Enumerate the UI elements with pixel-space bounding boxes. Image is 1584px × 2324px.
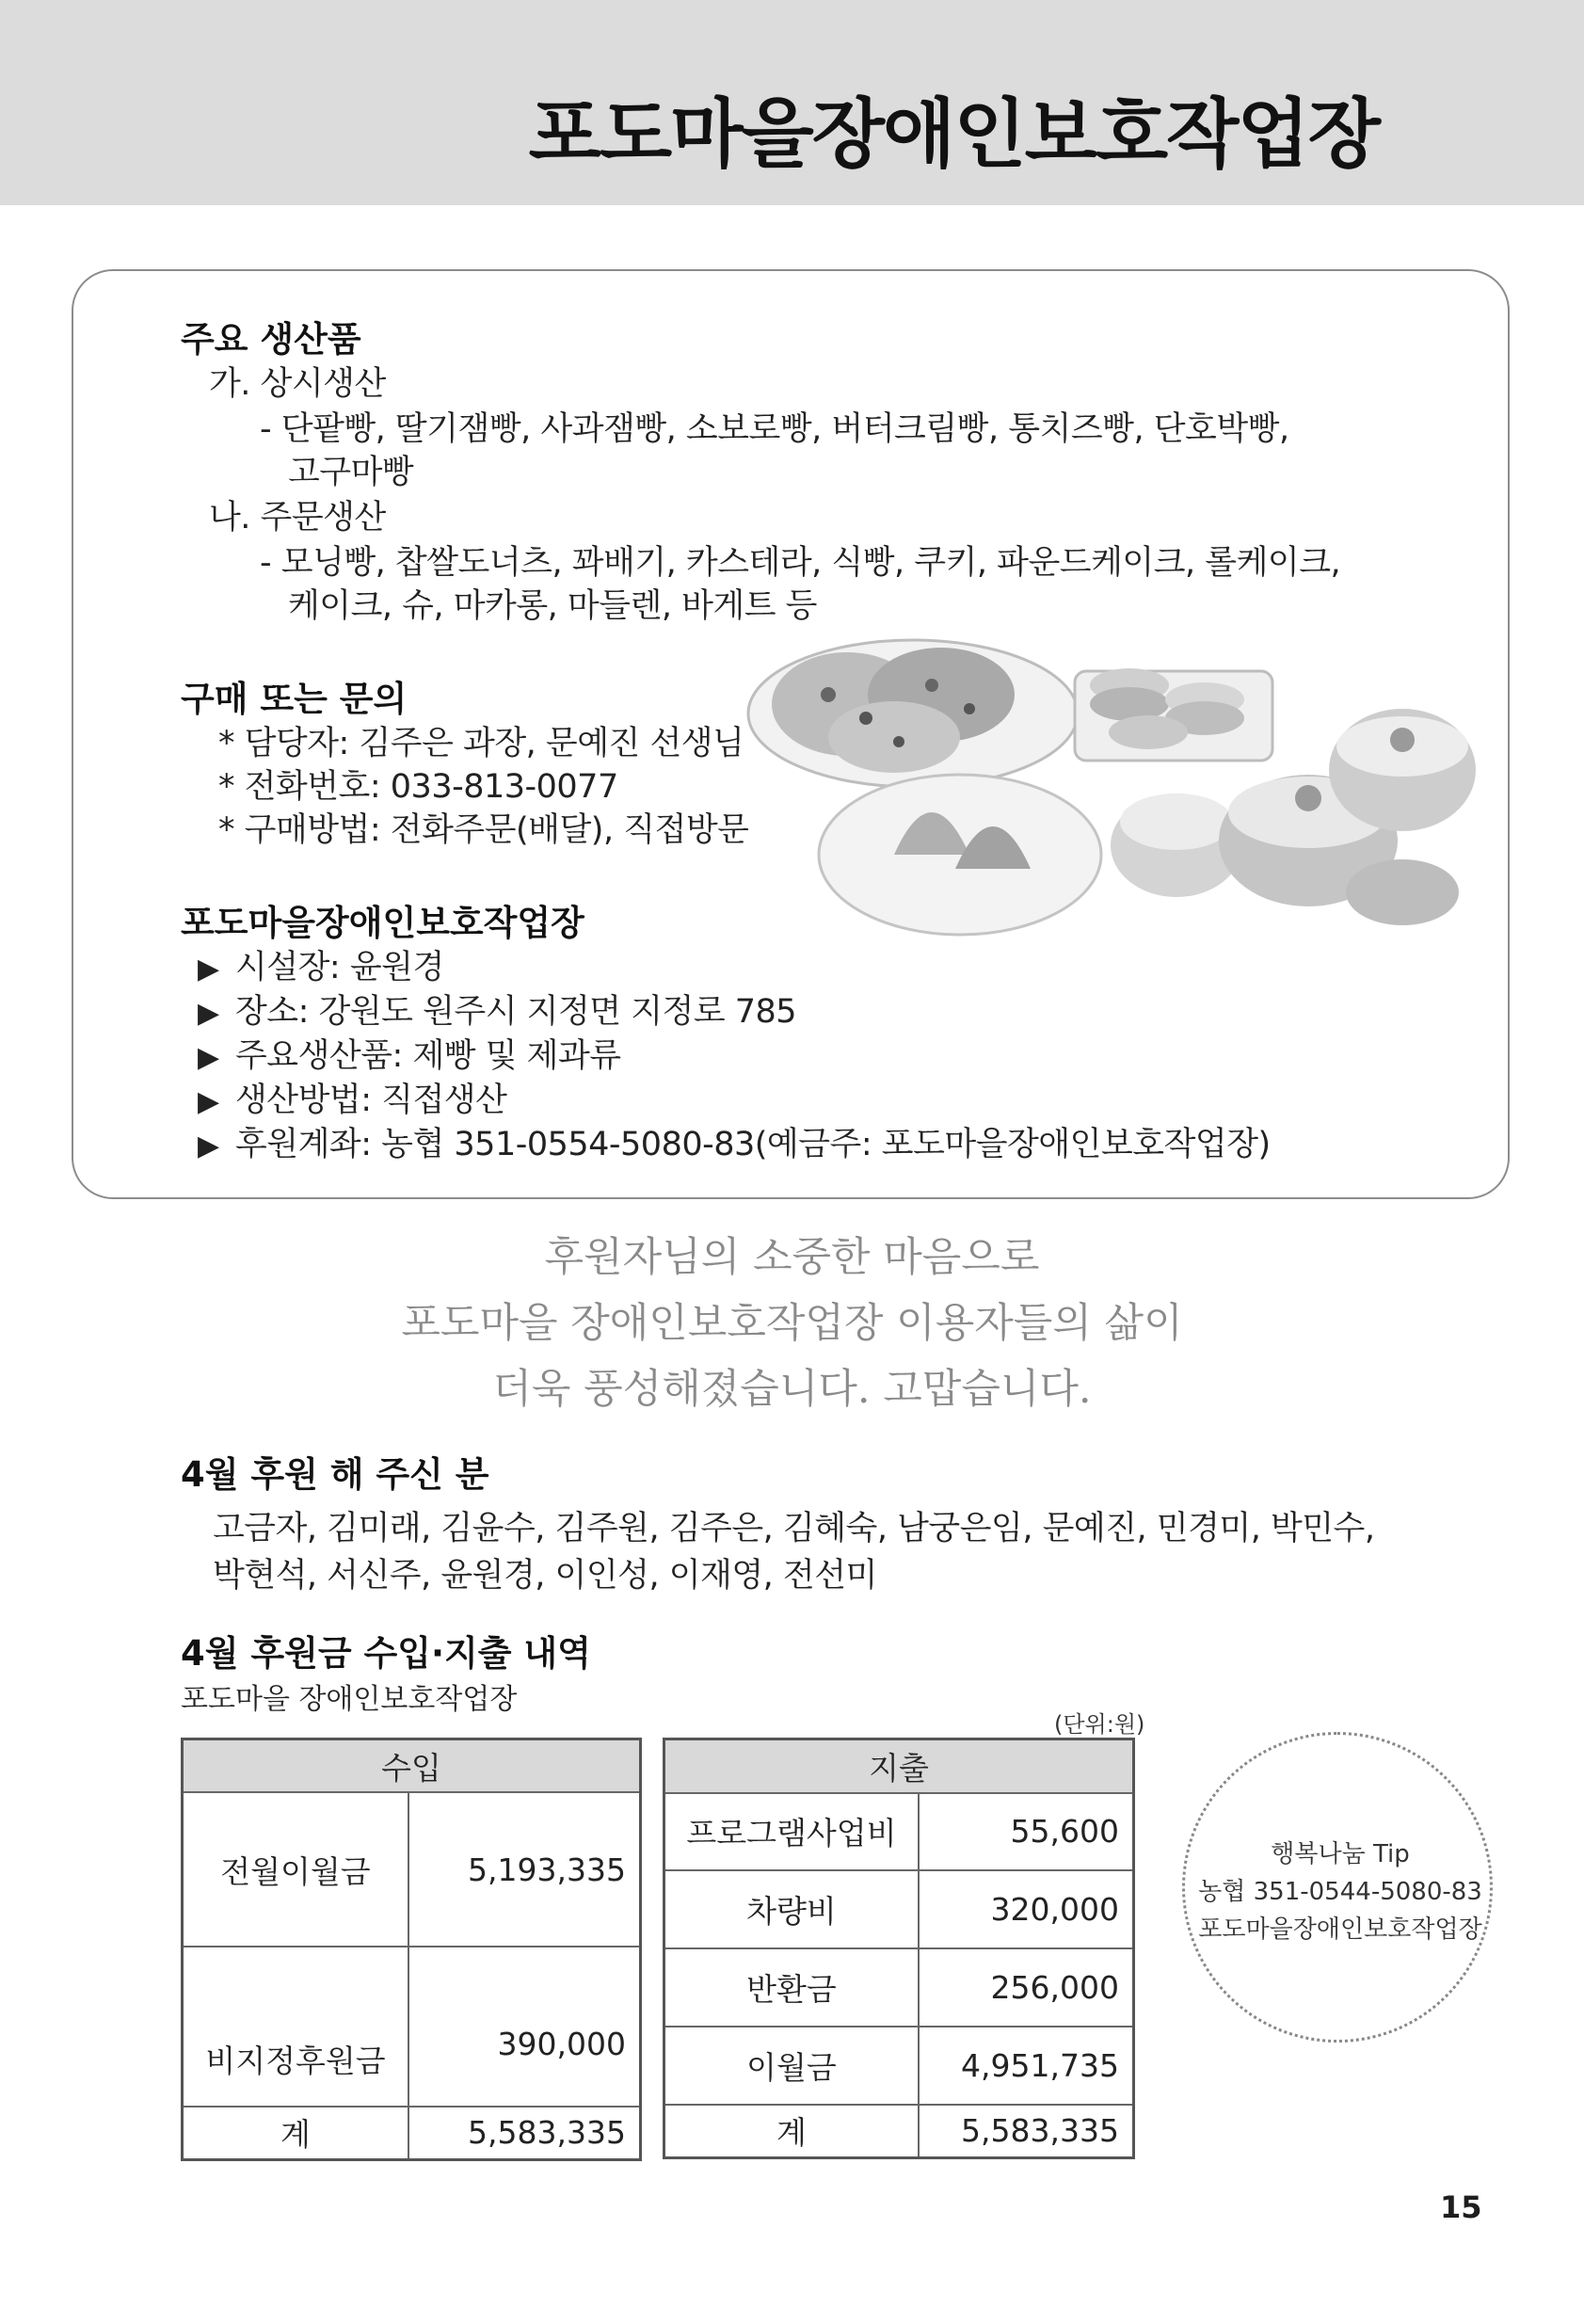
expense-label: 반환금 — [664, 1948, 920, 2027]
facility-item — [198, 986, 796, 1033]
arrow-icon: ▶ — [198, 1130, 219, 1162]
income-value: 390,000 — [408, 1947, 641, 2107]
thanks-line-2: 포도마을 장애인보호작업장 이용자들의 삶이 — [401, 1300, 1183, 1347]
thanks-line-3: 더욱 풍성해졌습니다. 고맙습니다. — [492, 1366, 1092, 1413]
regular-production-label: 가. 상시생산 — [209, 365, 386, 403]
tip-title: 행복나눔 Tip — [1271, 1840, 1410, 1868]
regular-production-line-1: - 단팥빵, 딸기잼빵, 사과잼빵, 소보로빵, 버터크림빵, 통치즈빵, 단호박빵, — [260, 410, 1289, 448]
donors-line-2: 박현석, 서신주, 윤원경, 이인성, 이재영, 전선미 — [213, 1557, 877, 1595]
expense-label: 이월금 — [664, 2027, 920, 2105]
expense-total-value: 5,583,335 — [919, 2105, 1134, 2158]
arrow-icon: ▶ — [198, 953, 219, 986]
table-row — [664, 1948, 1134, 2027]
finance-heading: 4월 후원금 수입·지출 내역 — [181, 1633, 591, 1674]
products-heading: 주요 생산품 — [181, 319, 361, 360]
income-value: 5,193,335 — [408, 1792, 641, 1947]
facility-item — [198, 941, 444, 988]
regular-production-line-2: 고구마빵 — [288, 454, 414, 491]
income-table — [181, 1738, 642, 2161]
income-total-value: 5,583,335 — [408, 2107, 641, 2159]
expense-table — [663, 1738, 1135, 2159]
facility-heading: 포도마을장애인보호작업장 — [181, 903, 584, 943]
expense-value: 320,000 — [919, 1870, 1134, 1948]
income-total-label: 계 — [183, 2107, 409, 2159]
income-label: 전월이월금 — [183, 1792, 409, 1947]
donors-line-1: 고금자, 김미래, 김윤수, 김주원, 김주은, 김혜숙, 남궁은임, 문예진, 민경미, 박민수, — [213, 1510, 1375, 1547]
inquiry-heading: 구매 또는 문의 — [181, 679, 408, 719]
inquiry-phone: * 전화번호: 033-813-0077 — [218, 768, 618, 806]
expense-total-label: 계 — [664, 2105, 920, 2158]
table-row — [664, 1793, 1134, 1871]
thanks-line-1: 후원자님의 소중한 마음으로 — [544, 1234, 1040, 1281]
facility-item — [198, 1030, 621, 1077]
order-production-label: 나. 주문생산 — [209, 499, 386, 537]
table-row — [664, 1870, 1134, 1948]
expense-label: 차량비 — [664, 1870, 920, 1948]
finance-subheading: 포도마을 장애인보호작업장 — [181, 1683, 518, 1716]
inquiry-method: * 구매방법: 전화주문(배달), 직접방문 — [218, 811, 749, 849]
table-row — [183, 1792, 641, 1947]
page-number: 15 — [1440, 2189, 1482, 2225]
expense-label: 프로그램사업비 — [664, 1793, 920, 1871]
facility-item — [198, 1118, 1271, 1165]
donors-heading: 4월 후원 해 주신 분 — [181, 1454, 489, 1495]
facility-item — [198, 1074, 506, 1121]
unit-label: (단위:원) — [1054, 1711, 1145, 1738]
arrow-icon: ▶ — [198, 1041, 219, 1074]
facility-item-text: 생산방법: 직접생산 — [235, 1082, 507, 1119]
table-row — [183, 1947, 641, 2107]
arrow-icon: ▶ — [198, 997, 219, 1030]
bakery-products-illustration — [744, 629, 1478, 939]
page-title: 포도마을장애인보호작업장 — [528, 90, 1379, 178]
income-total-row — [183, 2107, 641, 2159]
facility-item-text: 시설장: 윤원경 — [235, 949, 444, 986]
expense-header: 지출 — [664, 1739, 1134, 1793]
inquiry-contact: * 담당자: 김주은 과장, 문예진 선생님 — [218, 725, 744, 762]
facility-item-text: 주요생산품: 제빵 및 제과류 — [235, 1037, 621, 1075]
tip-circle — [1182, 1732, 1493, 2043]
expense-value: 55,600 — [919, 1793, 1134, 1871]
expense-total-row — [664, 2105, 1134, 2158]
arrow-icon: ▶ — [198, 1085, 219, 1118]
tip-account: 농협 351-0544-5080-83 — [1198, 1878, 1482, 1906]
order-production-line-1: - 모닝빵, 찹쌀도너츠, 꽈배기, 카스테라, 식빵, 쿠키, 파운드케이크, 롤케이크, — [260, 544, 1341, 582]
tip-holder: 포도마을장애인보호작업장 — [1198, 1915, 1482, 1944]
expense-value: 256,000 — [919, 1948, 1134, 2027]
expense-value: 4,951,735 — [919, 2027, 1134, 2105]
facility-item-text: 장소: 강원도 원주시 지정면 지정로 785 — [235, 993, 797, 1031]
income-header: 수입 — [183, 1739, 641, 1793]
income-label: 비지정후원금 — [183, 1947, 409, 2107]
table-row — [664, 2027, 1134, 2105]
order-production-line-2: 케이크, 슈, 마카롱, 마들렌, 바게트 등 — [288, 587, 817, 625]
facility-item-text: 후원계좌: 농협 351-0554-5080-83(예금주: 포도마을장애인보호작업장) — [235, 1126, 1271, 1163]
